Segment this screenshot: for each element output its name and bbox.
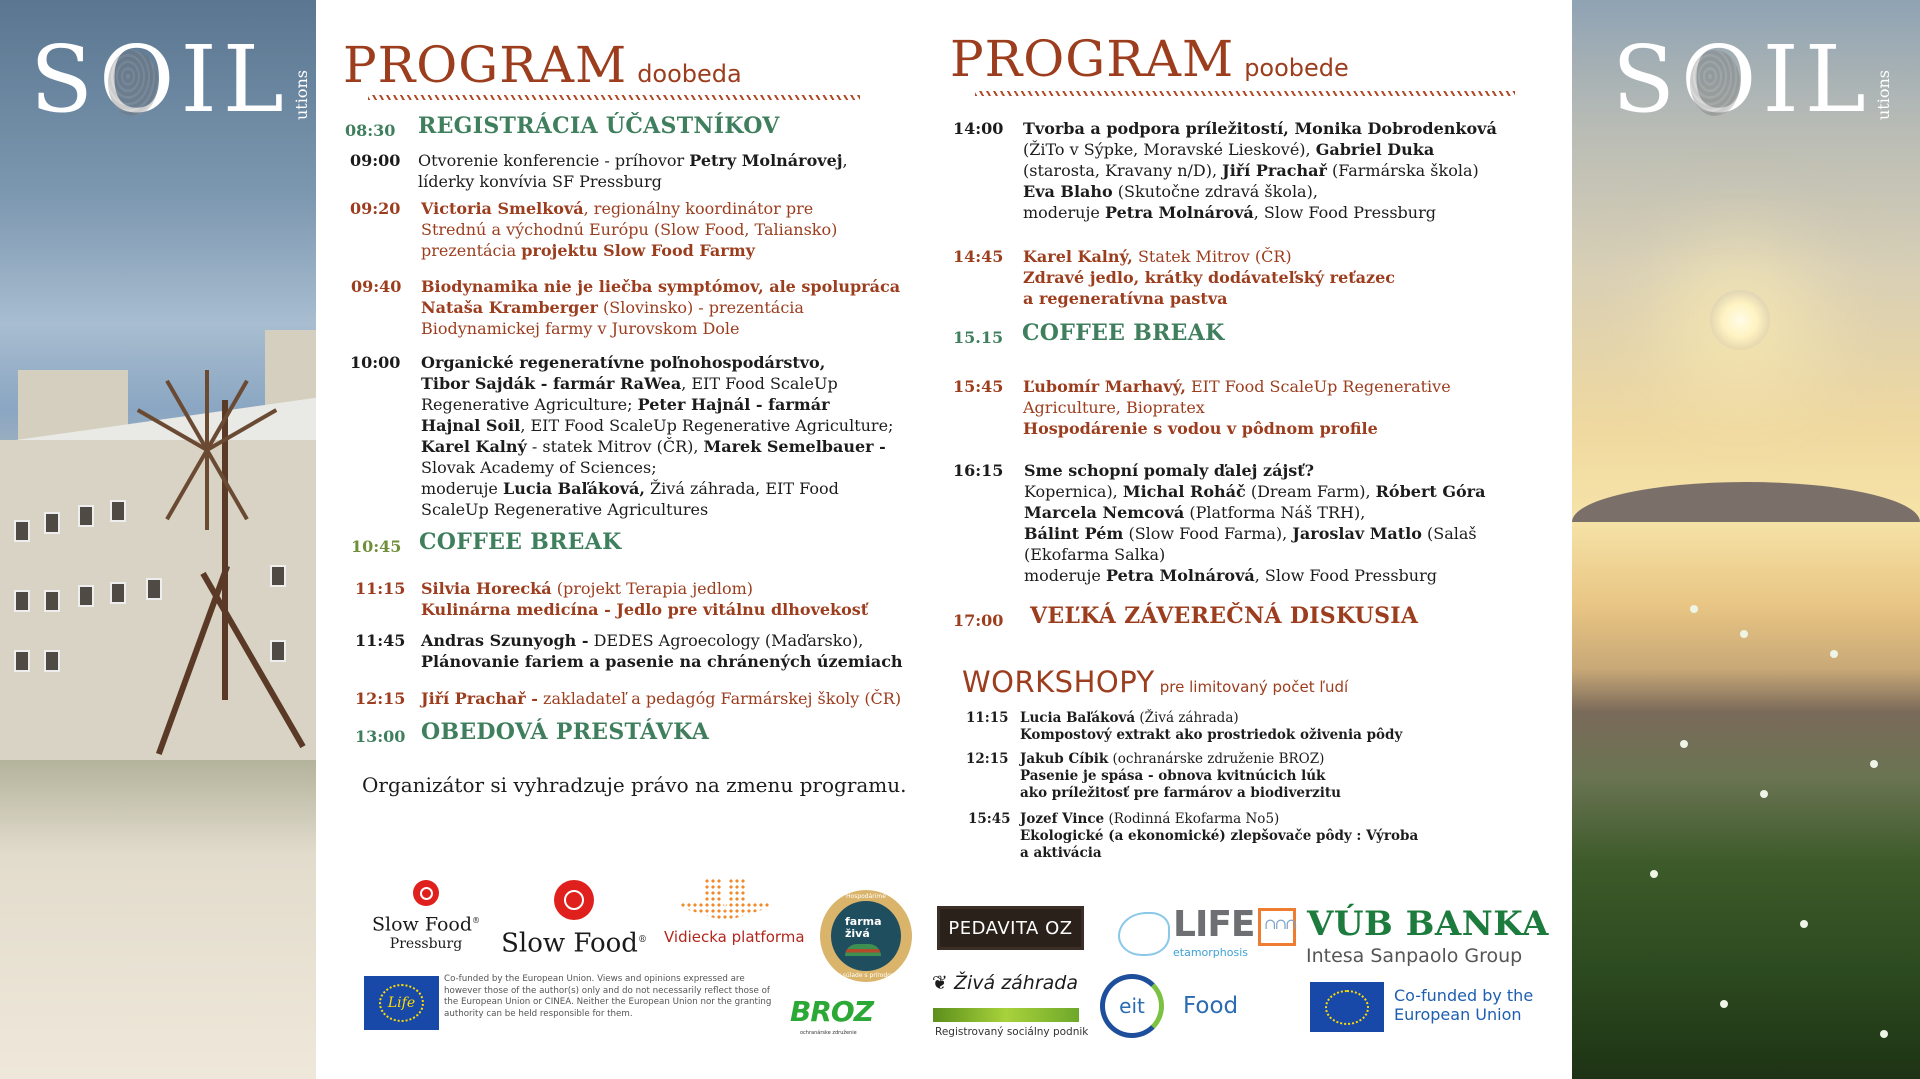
bold-text: Sme schopní pomaly ďalej zájsť? — [1024, 461, 1315, 480]
morning-entry — [355, 688, 901, 709]
entry-time: 11:15 — [966, 710, 1009, 726]
entry-line — [1022, 320, 1225, 346]
bold-text: Marcela Nemcová — [1024, 503, 1185, 522]
workshops-title: WORKSHOPY — [962, 665, 1155, 699]
entry-line — [1020, 727, 1402, 744]
entry-line — [419, 529, 622, 555]
window — [78, 505, 94, 527]
window — [44, 650, 60, 672]
morning-entry — [355, 630, 903, 672]
entry-time: 14:45 — [953, 247, 1004, 266]
flower — [1690, 605, 1698, 613]
bold-text: Jiří Prachař — [1222, 161, 1327, 180]
bold-text: Lucia Baľáková, — [502, 479, 645, 498]
bold-text: Bálint Pém — [1024, 524, 1124, 543]
afternoon-entry — [953, 118, 1497, 223]
entry-time: 17:00 — [953, 611, 1004, 630]
soil-logo-word — [1612, 26, 1872, 133]
bold-text: Karel Kalný — [421, 437, 527, 456]
window — [110, 500, 126, 522]
bold-text: Pasenie je spása - obnova kvitnúcich lúk — [1020, 768, 1326, 784]
entry-line — [1020, 751, 1341, 768]
entry-line — [421, 318, 900, 339]
entry-line — [1023, 139, 1497, 160]
bold-text: Victoria Smelková — [421, 199, 584, 218]
soil-logo-suffix: utions — [291, 70, 311, 120]
bold-text: Tibor Sajdák - farmár RaWea — [421, 374, 682, 393]
bold-text: Petry Molnárovej — [689, 151, 843, 170]
bold-text: a aktivácia — [1020, 845, 1102, 861]
bold-text: Karel Kalný, — [1023, 247, 1133, 266]
soil-logo-right — [1612, 26, 1893, 133]
life-sub: etamorphosis — [1173, 946, 1248, 959]
farma-top-text: Hospodárime — [846, 893, 886, 900]
entry-line — [1020, 845, 1418, 862]
entry-line — [1023, 202, 1497, 223]
entry-line — [418, 150, 848, 171]
text: moderuje — [1024, 566, 1106, 585]
bold-text: Nataša Kramberger — [421, 298, 598, 317]
flower — [1720, 1000, 1728, 1008]
text: - statek Mitrov (ČR), — [526, 437, 704, 456]
text: Slovak Academy of Sciences; — [421, 458, 657, 477]
entry-line — [1023, 118, 1497, 139]
entry-time: 10:00 — [350, 353, 401, 372]
morning-entry — [350, 150, 848, 192]
life-flag-text: Life — [379, 984, 424, 1022]
text: (Slovinsko) - prezentácia — [597, 298, 804, 317]
entry-line — [421, 599, 868, 620]
bold-text: projektu Slow Food Farmy — [521, 241, 755, 260]
text: , Slow Food Pressburg — [1254, 566, 1437, 585]
text: Strednú a východnú Európu (Slow Food, Taliansko) — [421, 220, 838, 239]
text: Živá záhrada, EIT Food — [644, 479, 839, 498]
entry-line — [421, 478, 893, 499]
flower — [1800, 920, 1808, 928]
entry-time: 15:45 — [968, 811, 1011, 827]
text: Statek Mitrov (ČR) — [1132, 247, 1292, 266]
entry-line — [1023, 267, 1395, 288]
divider-dashed — [368, 95, 860, 100]
text: (Skutočne zdravá škola), — [1112, 182, 1318, 201]
left-photo-panel — [0, 0, 316, 1079]
entry-line — [421, 373, 893, 394]
ziva-zahrada-sub: Registrovaný sociálny podnik — [935, 1026, 1089, 1038]
entry-line — [1023, 246, 1395, 267]
entry-time: 15:45 — [953, 377, 1004, 396]
broz-sub: ochranárske združenie — [800, 1030, 857, 1036]
text: , EIT Food ScaleUp — [681, 374, 838, 393]
gravel-path — [0, 760, 316, 1079]
entry-time: 14:00 — [953, 119, 1004, 138]
bold-text: Eva Blaho — [1023, 182, 1113, 201]
entry-body — [421, 630, 903, 672]
workshops-subtitle: pre limitovaný počet ľudí — [1159, 678, 1349, 696]
logo-slowfood — [494, 880, 654, 960]
window — [78, 585, 94, 607]
text: (Živá záhrada) — [1135, 710, 1239, 726]
flower — [1760, 790, 1768, 798]
morning-entry — [350, 352, 893, 520]
eu-flag-icon — [1310, 982, 1384, 1032]
text: (Slow Food Farma), — [1123, 524, 1293, 543]
bold-text: Róbert Góra — [1375, 482, 1486, 501]
farma-bottom-text: v súlade s prírodou — [837, 972, 895, 979]
text: DEDES Agroecology (Maďarsko), — [588, 631, 864, 650]
entry-line — [1023, 418, 1451, 439]
entry-line — [421, 415, 893, 436]
workshop-entry — [968, 811, 1418, 862]
text: (Platforma Náš TRH), — [1184, 503, 1366, 522]
afternoon-entry — [953, 320, 1225, 348]
text: , Slow Food Pressburg — [1253, 203, 1436, 222]
entry-line — [1023, 160, 1497, 181]
text: , EIT Food ScaleUp Regenerative Agriculture; — [520, 416, 894, 435]
logo-slowfood-pressburg — [370, 880, 482, 953]
bold-text: VEĽKÁ ZÁVEREČNÁ DISKUSIA — [1030, 603, 1419, 629]
bold-text: Tvorba a podpora príležitostí, Monika Dobrodenková — [1023, 119, 1497, 138]
workshops-heading — [962, 665, 1348, 699]
logo-ziva-zahrada — [932, 972, 1078, 994]
entry-line — [421, 240, 837, 261]
entry-line — [421, 436, 893, 457]
entry-body — [1023, 118, 1497, 223]
entry-body — [421, 688, 901, 709]
bold-text: Plánovanie fariem a pasenie na chránených územiach — [421, 652, 903, 671]
registered-mark: ® — [472, 916, 481, 925]
field-icon — [845, 944, 881, 956]
vub-sub: Intesa Sanpaolo Group — [1306, 945, 1523, 967]
entry-line — [421, 688, 901, 709]
entry-line — [1024, 502, 1485, 523]
entry-body — [1020, 811, 1418, 862]
text: Biodynamickej farmy v Jurovskom Dole — [421, 319, 740, 338]
text: (Dream Farm), — [1245, 482, 1376, 501]
registered-mark: ® — [637, 935, 647, 945]
text: EIT Food ScaleUp Regenerative — [1185, 377, 1451, 396]
text: (ŽiTo v Sýpke, Moravské Lieskové), — [1023, 140, 1316, 159]
entry-time: 11:15 — [355, 579, 406, 598]
text: líderky konvívia SF Pressburg — [418, 172, 662, 191]
text: (ochranárske združenie BROZ) — [1108, 751, 1325, 767]
entry-line — [1030, 603, 1419, 629]
entry-body — [421, 198, 837, 261]
bold-text: Lucia Baľáková — [1020, 710, 1136, 726]
text: ScaleUp Regenerative Agricultures — [421, 500, 709, 519]
window — [44, 512, 60, 534]
entry-body — [1023, 376, 1451, 439]
entry-line — [1020, 811, 1418, 828]
bold-text: Peter Hajnál - farmár — [637, 395, 830, 414]
morning-title: PROGRAM — [343, 36, 628, 94]
afternoon-entry — [953, 376, 1451, 439]
flower — [1650, 870, 1658, 878]
vidiecka-mark-icon — [680, 878, 770, 920]
bold-text: Gabriel Duka — [1315, 140, 1435, 159]
bold-text: Kompostový extrakt ako prostriedok oživenia pôdy — [1020, 727, 1403, 743]
slowfood-pressburg-name: Slow Food — [371, 913, 473, 936]
entry-body — [421, 578, 868, 620]
window — [44, 590, 60, 612]
window — [14, 590, 30, 612]
entry-time: 12:15 — [966, 751, 1009, 767]
eu-cofunded — [1394, 986, 1533, 1024]
entry-line — [1023, 397, 1451, 418]
entry-line — [1020, 785, 1341, 802]
windmill-blade — [205, 370, 209, 450]
workshop-entry — [966, 751, 1341, 802]
bold-text: Ekologické (a ekonomické) zlepšovače pôdy : Výroba — [1020, 828, 1419, 844]
morning-heading — [343, 36, 742, 94]
bold-text: Organické regeneratívne poľnohospodárstvo, — [421, 353, 826, 372]
slowfood-name: Slow Food — [501, 928, 638, 959]
farma-line2: živá — [845, 927, 870, 940]
text: moderuje — [421, 479, 503, 498]
bold-text: COFFEE BREAK — [1022, 320, 1225, 346]
afternoon-entry — [953, 246, 1395, 309]
bold-text: a regeneratívna pastva — [1023, 289, 1228, 308]
soil-logo-text: SOIL — [1612, 26, 1872, 133]
entry-line — [421, 394, 893, 415]
snail-icon — [554, 880, 594, 920]
divider-dashed — [975, 91, 1515, 96]
entry-line — [1020, 828, 1418, 845]
entry-line — [1020, 768, 1341, 785]
entry-time: 16:15 — [953, 461, 1004, 480]
text: moderuje — [1023, 203, 1105, 222]
text: Agriculture, Biopratex — [1023, 398, 1205, 417]
entry-line — [421, 651, 903, 672]
entry-line — [421, 198, 837, 219]
ziva-zahrada-name: Živá záhrada — [953, 972, 1079, 994]
flower — [1870, 760, 1878, 768]
entry-time: 09:40 — [351, 277, 402, 296]
bold-text: Jiří Prachař - — [421, 689, 538, 708]
afternoon-entry — [953, 460, 1485, 586]
entry-time: 09:00 — [350, 151, 401, 170]
window — [14, 650, 30, 672]
morning-entry — [351, 529, 622, 557]
soil-logo-left — [30, 26, 311, 133]
entry-line — [1023, 288, 1395, 309]
bold-text: Petra Molnárová — [1104, 203, 1254, 222]
morning-subtitle: doobeda — [637, 60, 742, 88]
entry-line — [1020, 710, 1402, 727]
morning-entry — [355, 719, 710, 747]
bold-text: Zdravé jedlo, krátky dodávateľský reťazec — [1023, 268, 1396, 287]
sun — [1710, 290, 1770, 350]
entry-line — [1024, 523, 1485, 544]
entry-body — [1020, 751, 1341, 802]
afternoon-heading — [950, 30, 1349, 88]
window — [270, 640, 286, 662]
eu-disclaimer: Co-funded by the European Union. Views and opinions expressed are however those of the author(s) only and do not necessarily reflect those of the European Union or CINEA. Neither the European Union nor the granting authority can be held responsible for them. — [444, 974, 772, 1019]
program-change-note: Organizátor si vyhradzuje právo na zmenu programu. — [362, 773, 907, 797]
bold-text: Jozef Vince — [1020, 811, 1105, 827]
entry-body — [1024, 460, 1485, 586]
windmill-pole — [222, 400, 228, 700]
logo-broz: BROZ — [790, 995, 874, 1028]
bold-text: COFFEE BREAK — [419, 529, 622, 555]
entry-time: 12:15 — [355, 689, 406, 708]
logo-farma-ziva — [820, 890, 912, 982]
slowfood-pressburg-sub: Pressburg — [389, 936, 463, 953]
entry-time: 13:00 — [355, 727, 406, 746]
window — [14, 520, 30, 542]
entry-body — [421, 352, 893, 520]
eu-line2: European Union — [1394, 1005, 1522, 1024]
entry-line — [421, 352, 893, 373]
entry-time: 09:20 — [350, 199, 401, 218]
text: (Rodinná Ekofarma No5) — [1104, 811, 1280, 827]
entry-line — [421, 276, 900, 297]
life-name: LIFE — [1173, 904, 1255, 945]
entry-body — [1023, 246, 1395, 309]
bold-text: Jakub Cíbik — [1020, 751, 1109, 767]
entry-headline — [419, 529, 622, 557]
entry-line — [421, 457, 893, 478]
flower — [1680, 740, 1688, 748]
entry-time: 15.15 — [953, 328, 1004, 347]
entry-line — [1024, 544, 1485, 565]
entry-time: 08:30 — [345, 121, 396, 140]
workshop-entry — [966, 710, 1402, 744]
butterfly-icon — [1118, 912, 1170, 956]
bold-text: ako príležitosť pre farmárov a biodiverzitu — [1020, 785, 1341, 801]
text: (Farmárska škola) — [1326, 161, 1479, 180]
entry-line — [421, 499, 893, 520]
bold-text: Hajnal Soil — [421, 416, 521, 435]
bold-text: Marek Semelbauer - — [703, 437, 886, 456]
bold-text: OBEDOVÁ PRESTÁVKA — [421, 719, 710, 745]
text: (projekt Terapia jedlom) — [551, 579, 754, 598]
text: , — [842, 151, 848, 170]
text: Otvorenie konferencie - príhovor — [418, 151, 690, 170]
windmill-blade — [205, 450, 209, 530]
bold-text: Kulinárna medicína - Jedlo pre vitálnu dlhovekosť — [421, 600, 869, 619]
entry-time: 10:45 — [351, 537, 402, 556]
logo-eit-ring — [1100, 974, 1164, 1038]
text: zakladateľ a pedagóg Farmárskej školy (ČR) — [537, 689, 902, 708]
entry-line — [1023, 181, 1497, 202]
logo-pedavita: PEDAVITA OZ — [937, 906, 1084, 950]
entry-line — [421, 578, 868, 599]
entry-line — [421, 297, 900, 318]
window — [146, 578, 162, 600]
lotus-icon: ❦ — [932, 972, 954, 994]
ziva-zahrada-bar — [933, 1008, 1079, 1022]
soil-logo-word — [30, 26, 290, 133]
text: Regenerative Agriculture; — [421, 395, 638, 414]
entry-line — [421, 219, 837, 240]
text: , regionálny koordinátor pre — [583, 199, 814, 218]
entry-body — [421, 276, 900, 339]
entry-line — [1023, 376, 1451, 397]
life-eu-flag-icon — [364, 976, 439, 1030]
bold-text: Michal Roháč — [1122, 482, 1246, 501]
entry-headline — [1022, 320, 1225, 348]
vub-arches-icon — [1258, 908, 1296, 946]
text: (Ekofarma Salka) — [1024, 545, 1166, 564]
entry-body — [1020, 710, 1402, 744]
flower — [1740, 630, 1748, 638]
window — [270, 565, 286, 587]
bold-text: Petra Molnárová — [1105, 566, 1255, 585]
logo-vidiecka-platforma: Vidiecka platforma — [664, 928, 805, 946]
text: prezentácia — [421, 241, 522, 260]
soil-logo-text: SOIL — [30, 26, 290, 133]
bold-text: Jaroslav Matlo — [1292, 524, 1422, 543]
morning-entry — [355, 578, 868, 620]
bold-text: Ľubomír Marhavý, — [1023, 377, 1186, 396]
entry-line — [1024, 460, 1485, 481]
snail-icon — [413, 880, 439, 906]
logo-eit-food: Food — [1183, 993, 1239, 1019]
entry-headline — [421, 719, 710, 747]
eit-mark: eit — [1119, 994, 1145, 1018]
bold-text: Hospodárenie s vodou v pôdnom profile — [1023, 419, 1378, 438]
entry-body — [418, 150, 848, 192]
farma-line1: farma — [845, 915, 882, 928]
afternoon-title: PROGRAM — [950, 30, 1235, 88]
entry-line — [418, 113, 780, 139]
entry-line — [421, 719, 710, 745]
afternoon-entry — [953, 603, 1419, 631]
soil-logo-suffix: utions — [1873, 70, 1893, 120]
entry-headline — [1030, 603, 1419, 631]
bold-text: Andras Szunyogh - — [421, 631, 589, 650]
morning-entry — [350, 198, 837, 261]
logo-vub-banka: VÚB BANKA — [1307, 904, 1549, 944]
text: (starosta, Kravany n/D), — [1023, 161, 1223, 180]
text: (Salaš — [1421, 524, 1477, 543]
bold-text: Silvia Horecká — [421, 579, 552, 598]
entry-line — [1024, 565, 1485, 586]
entry-line — [1024, 481, 1485, 502]
eu-line1: Co-funded by the — [1394, 986, 1534, 1005]
entry-headline — [418, 113, 780, 141]
morning-entry — [345, 113, 780, 141]
text: Kopernica), — [1024, 482, 1123, 501]
afternoon-subtitle: poobede — [1244, 54, 1349, 82]
entry-time: 11:45 — [355, 631, 406, 650]
flower — [1830, 650, 1838, 658]
entry-line — [418, 171, 848, 192]
window — [110, 582, 126, 604]
morning-entry — [351, 276, 900, 339]
bold-text: Biodynamika nie je liečba symptómov, ale spolupráca — [421, 277, 901, 296]
bold-text: REGISTRÁCIA ÚČASTNÍKOV — [418, 113, 780, 139]
right-photo-panel — [1572, 0, 1920, 1079]
entry-line — [421, 630, 903, 651]
flower — [1880, 1030, 1888, 1038]
